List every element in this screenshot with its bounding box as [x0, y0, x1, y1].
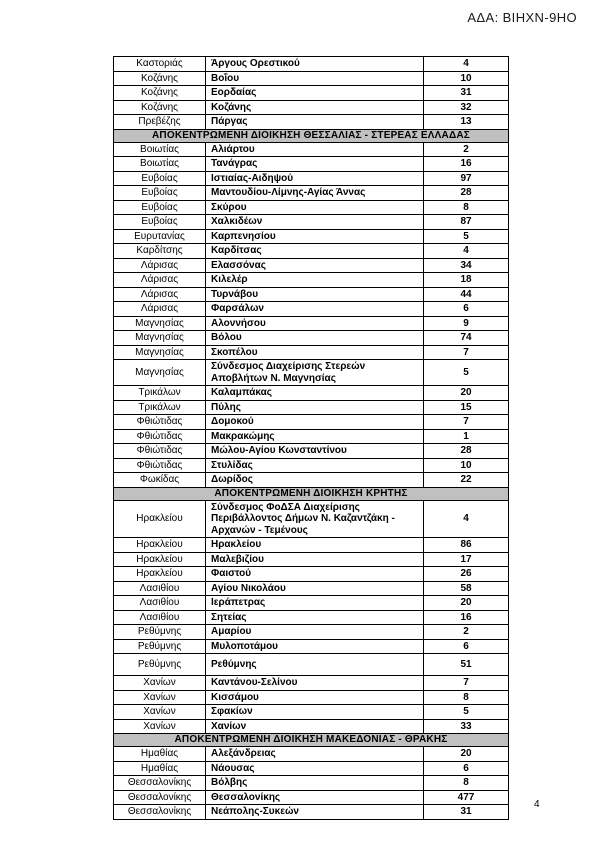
prefecture-cell: Ρεθύμνης: [114, 654, 206, 676]
count-cell: 6: [424, 302, 509, 317]
table-row: [114, 345, 509, 360]
table-row: [114, 86, 509, 101]
prefecture-cell: Λάρισας: [114, 302, 206, 317]
prefecture-cell: Ρεθύμνης: [114, 625, 206, 640]
municipality-cell: Καρπενησίου: [206, 229, 424, 244]
municipality-cell: Κισσάμου: [206, 690, 424, 705]
municipality-cell: Αλιάρτου: [206, 142, 424, 157]
municipality-cell: Μακρακώμης: [206, 429, 424, 444]
section-header-row: [114, 734, 509, 747]
prefecture-cell: Ευβοίας: [114, 171, 206, 186]
table-row: [114, 400, 509, 415]
municipality-cell: Μυλοποτάμου: [206, 639, 424, 654]
count-cell: 10: [424, 71, 509, 86]
table-row: [114, 386, 509, 401]
count-cell: 31: [424, 805, 509, 820]
table-row: [114, 610, 509, 625]
section-header-row: [114, 129, 509, 142]
prefecture-cell: Χανίων: [114, 705, 206, 720]
prefecture-cell: Λάρισας: [114, 258, 206, 273]
table-row: [114, 625, 509, 640]
municipality-cell: Τυρνάβου: [206, 287, 424, 302]
municipality-cell: Μαντουδίου-Λίμνης-Αγίας Άννας: [206, 186, 424, 201]
municipality-cell: Ρεθύμνης: [206, 654, 424, 676]
table-row: [114, 654, 509, 676]
prefecture-cell: Ημαθίας: [114, 747, 206, 762]
prefecture-cell: Μαγνησίας: [114, 360, 206, 386]
municipality-cell: Αγίου Νικολάου: [206, 581, 424, 596]
count-cell: 33: [424, 719, 509, 734]
table-row: [114, 500, 509, 538]
table-row: [114, 538, 509, 553]
prefecture-cell: Ρεθύμνης: [114, 639, 206, 654]
table-row: [114, 57, 509, 72]
prefecture-cell: Λασιθίου: [114, 610, 206, 625]
municipality-cell: Σφακίων: [206, 705, 424, 720]
municipality-cell: Ηρακλείου: [206, 538, 424, 553]
municipality-cell: Δωρίδος: [206, 473, 424, 488]
municipality-cell: Χανίων: [206, 719, 424, 734]
prefecture-cell: Ηρακλείου: [114, 538, 206, 553]
prefecture-cell: Λάρισας: [114, 287, 206, 302]
count-cell: 32: [424, 100, 509, 115]
count-cell: 1: [424, 429, 509, 444]
prefecture-cell: Ευβοίας: [114, 186, 206, 201]
municipality-cell: Καλαμπάκας: [206, 386, 424, 401]
table-row: [114, 71, 509, 86]
table-row: [114, 215, 509, 230]
count-cell: 34: [424, 258, 509, 273]
table-row: [114, 316, 509, 331]
table-row: [114, 805, 509, 820]
prefecture-cell: Χανίων: [114, 690, 206, 705]
count-cell: 18: [424, 273, 509, 288]
prefecture-cell: Χανίων: [114, 719, 206, 734]
ada-code: ΑΔΑ: ΒΙΗΧΝ-9ΗΟ: [467, 10, 577, 25]
count-cell: 97: [424, 171, 509, 186]
count-cell: 20: [424, 386, 509, 401]
count-cell: 7: [424, 415, 509, 430]
table-row: [114, 258, 509, 273]
prefecture-cell: Πρεβέζης: [114, 115, 206, 130]
municipality-cell: Καντάνου-Σελίνου: [206, 676, 424, 691]
prefecture-cell: Χανίων: [114, 676, 206, 691]
table-row: [114, 552, 509, 567]
count-cell: 2: [424, 625, 509, 640]
municipality-cell: Φαρσάλων: [206, 302, 424, 317]
municipality-cell: Σκοπέλου: [206, 345, 424, 360]
count-cell: 44: [424, 287, 509, 302]
count-cell: 4: [424, 500, 509, 538]
count-cell: 2: [424, 142, 509, 157]
count-cell: 10: [424, 458, 509, 473]
table-row: [114, 705, 509, 720]
count-cell: 15: [424, 400, 509, 415]
table-row: [114, 596, 509, 611]
table-row: [114, 444, 509, 459]
prefecture-cell: Λάρισας: [114, 273, 206, 288]
municipality-cell: Βόλβης: [206, 776, 424, 791]
municipality-cell: Πάργας: [206, 115, 424, 130]
table-row: [114, 415, 509, 430]
municipality-cell: Άργους Ορεστικού: [206, 57, 424, 72]
municipality-cell: Σκύρου: [206, 200, 424, 215]
count-cell: 51: [424, 654, 509, 676]
table-row: [114, 186, 509, 201]
table-row: [114, 747, 509, 762]
count-cell: 6: [424, 761, 509, 776]
municipality-cell: Σύνδεσμος Διαχείρισης Στερεών Αποβλήτων Ν. Μαγνησίας: [206, 360, 424, 386]
table-row: [114, 115, 509, 130]
count-cell: 7: [424, 676, 509, 691]
count-cell: 26: [424, 567, 509, 582]
table-row: [114, 639, 509, 654]
prefecture-cell: Φθιώτιδας: [114, 415, 206, 430]
table-row: [114, 142, 509, 157]
municipality-cell: Ιστιαίας-Αιδηψού: [206, 171, 424, 186]
prefecture-cell: Φωκίδας: [114, 473, 206, 488]
prefecture-cell: Θεσσαλονίκης: [114, 776, 206, 791]
prefecture-cell: Κοζάνης: [114, 86, 206, 101]
prefecture-cell: Ηρακλείου: [114, 500, 206, 538]
table-row: [114, 458, 509, 473]
table-row: [114, 244, 509, 259]
section-header-row: [114, 487, 509, 500]
municipality-cell: Θεσσαλονίκης: [206, 790, 424, 805]
municipality-cell: Βοΐου: [206, 71, 424, 86]
table-row: [114, 171, 509, 186]
table-row: [114, 273, 509, 288]
municipality-cell: Χαλκιδέων: [206, 215, 424, 230]
municipality-cell: Αλοννήσου: [206, 316, 424, 331]
table-row: [114, 719, 509, 734]
prefecture-cell: Ευβοίας: [114, 200, 206, 215]
table-row: [114, 567, 509, 582]
municipality-cell: Στυλίδας: [206, 458, 424, 473]
municipality-cell: Βόλου: [206, 331, 424, 346]
municipality-cell: Ιεράπετρας: [206, 596, 424, 611]
municipality-cell: Νεάπολης-Συκεών: [206, 805, 424, 820]
count-cell: 16: [424, 610, 509, 625]
section-header-label: ΑΠΟΚΕΝΤΡΩΜΕΝΗ ΔΙΟΙΚΗΣΗ ΘΕΣΣΑΛΙΑΣ - ΣΤΕΡΕΑΣ ΕΛΛΑΔΑΣ: [114, 129, 509, 142]
municipality-cell: Δομοκού: [206, 415, 424, 430]
prefecture-cell: Μαγνησίας: [114, 331, 206, 346]
table-row: [114, 690, 509, 705]
prefecture-cell: Κοζάνης: [114, 71, 206, 86]
municipality-cell: Πύλης: [206, 400, 424, 415]
municipality-cell: Μώλου-Αγίου Κωνσταντίνου: [206, 444, 424, 459]
table-row: [114, 761, 509, 776]
table-row: [114, 581, 509, 596]
count-cell: 4: [424, 57, 509, 72]
table-row: [114, 429, 509, 444]
prefecture-cell: Τρικάλων: [114, 386, 206, 401]
count-cell: 8: [424, 776, 509, 791]
prefecture-cell: Φθιώτιδας: [114, 444, 206, 459]
table-row: [114, 229, 509, 244]
table-row: [114, 676, 509, 691]
table-row: [114, 790, 509, 805]
count-cell: 6: [424, 639, 509, 654]
table-row: [114, 302, 509, 317]
table-row: [114, 360, 509, 386]
prefecture-cell: Ηρακλείου: [114, 567, 206, 582]
prefecture-cell: Μαγνησίας: [114, 316, 206, 331]
municipality-cell: Ελασσόνας: [206, 258, 424, 273]
count-cell: 7: [424, 345, 509, 360]
count-cell: 86: [424, 538, 509, 553]
prefecture-cell: Φθιώτιδας: [114, 429, 206, 444]
municipality-cell: Αλεξάνδρειας: [206, 747, 424, 762]
table-row: [114, 776, 509, 791]
count-cell: 17: [424, 552, 509, 567]
municipality-cell: Καρδίτσας: [206, 244, 424, 259]
count-cell: 9: [424, 316, 509, 331]
municipality-cell: Τανάγρας: [206, 157, 424, 172]
table-row: [114, 200, 509, 215]
count-cell: 20: [424, 596, 509, 611]
municipality-cell: Φαιστού: [206, 567, 424, 582]
prefecture-cell: Φθιώτιδας: [114, 458, 206, 473]
prefecture-cell: Βοιωτίας: [114, 142, 206, 157]
municipality-cell: Εορδαίας: [206, 86, 424, 101]
table-row: [114, 473, 509, 488]
table-row: [114, 157, 509, 172]
count-cell: 20: [424, 747, 509, 762]
count-cell: 477: [424, 790, 509, 805]
count-cell: 5: [424, 229, 509, 244]
prefecture-cell: Ευρυτανίας: [114, 229, 206, 244]
count-cell: 28: [424, 186, 509, 201]
municipality-cell: Νάουσας: [206, 761, 424, 776]
count-cell: 5: [424, 360, 509, 386]
count-cell: 5: [424, 705, 509, 720]
prefecture-cell: Ευβοίας: [114, 215, 206, 230]
count-cell: 87: [424, 215, 509, 230]
prefecture-cell: Καρδίτσης: [114, 244, 206, 259]
municipality-cell: Σύνδεσμος ΦοΔΣΑ Διαχείρισης Περιβάλλοντος Δήμων Ν. Καζαντζάκη - Αρχανών - Τεμένους: [206, 500, 424, 538]
table-row: [114, 100, 509, 115]
municipality-cell: Σητείας: [206, 610, 424, 625]
count-cell: 8: [424, 690, 509, 705]
table-row: [114, 287, 509, 302]
prefecture-cell: Κοζάνης: [114, 100, 206, 115]
municipalities-table: [113, 56, 509, 820]
prefecture-cell: Θεσσαλονίκης: [114, 790, 206, 805]
count-cell: 58: [424, 581, 509, 596]
prefecture-cell: Βοιωτίας: [114, 157, 206, 172]
municipality-cell: Κιλελέρ: [206, 273, 424, 288]
section-header-label: ΑΠΟΚΕΝΤΡΩΜΕΝΗ ΔΙΟΙΚΗΣΗ ΚΡΗΤΗΣ: [114, 487, 509, 500]
prefecture-cell: Θεσσαλονίκης: [114, 805, 206, 820]
prefecture-cell: Λασιθίου: [114, 581, 206, 596]
municipality-cell: Αμαρίου: [206, 625, 424, 640]
prefecture-cell: Ημαθίας: [114, 761, 206, 776]
count-cell: 13: [424, 115, 509, 130]
prefecture-cell: Τρικάλων: [114, 400, 206, 415]
municipality-cell: Μαλεβιζίου: [206, 552, 424, 567]
count-cell: 16: [424, 157, 509, 172]
count-cell: 28: [424, 444, 509, 459]
prefecture-cell: Λασιθίου: [114, 596, 206, 611]
prefecture-cell: Καστοριάς: [114, 57, 206, 72]
prefecture-cell: Μαγνησίας: [114, 345, 206, 360]
count-cell: 22: [424, 473, 509, 488]
page-number: 4: [534, 799, 540, 810]
count-cell: 8: [424, 200, 509, 215]
section-header-label: ΑΠΟΚΕΝΤΡΩΜΕΝΗ ΔΙΟΙΚΗΣΗ ΜΑΚΕΔΟΝΙΑΣ - ΘΡΑΚΗΣ: [114, 734, 509, 747]
count-cell: 74: [424, 331, 509, 346]
table-body: [114, 57, 509, 820]
count-cell: 4: [424, 244, 509, 259]
count-cell: 31: [424, 86, 509, 101]
prefecture-cell: Ηρακλείου: [114, 552, 206, 567]
table-row: [114, 331, 509, 346]
municipality-cell: Κοζάνης: [206, 100, 424, 115]
